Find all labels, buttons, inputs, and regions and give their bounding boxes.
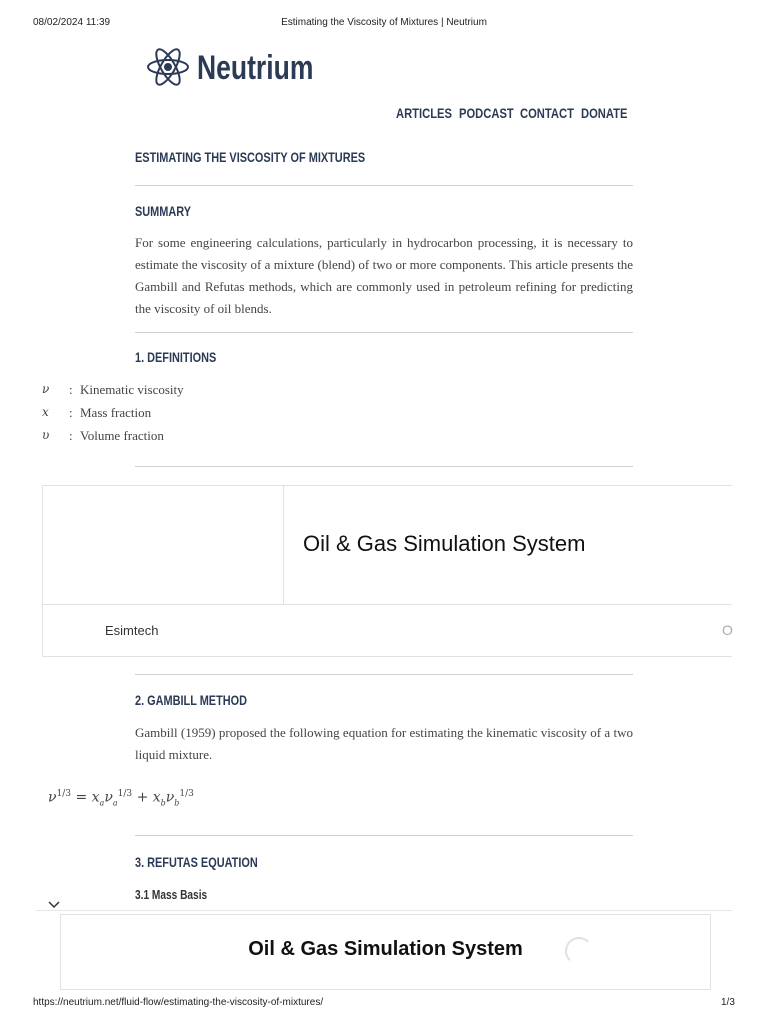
sticky-ad-arrow-icon[interactable]: [565, 937, 593, 965]
divider: [135, 466, 633, 467]
print-page-number: 1/3: [721, 997, 735, 1008]
ad-title[interactable]: Oil & Gas Simulation System: [303, 531, 586, 556]
divider: [135, 332, 633, 333]
nav-podcast[interactable]: PODCAST: [459, 105, 514, 121]
sticky-ad[interactable]: [60, 914, 711, 990]
ad-block[interactable]: [42, 485, 732, 657]
ad-divider: [43, 604, 732, 605]
gambill-text: Gambill (1959) proposed the following equation for estimating the kinematic viscosity of a two liquid mixture.: [135, 725, 633, 762]
ad-cta-button[interactable]: O: [722, 622, 733, 638]
collapse-chevron-icon[interactable]: [46, 897, 62, 911]
print-url: https://neutrium.net/fluid-flow/estimating-the-viscosity-of-mixtures/: [33, 997, 324, 1008]
divider: [135, 835, 633, 836]
gambill-equation: $\nu^{1/3} = x_a\nu_a^{1/3} + x_b\nu_b^{1/3}$: [48, 789, 194, 808]
definition-symbol: ν: [42, 382, 50, 396]
definition-colon: :: [69, 382, 73, 397]
refutas-subheading: 3.1 Mass Basis: [135, 887, 208, 902]
sticky-ad-title[interactable]: Oil & Gas Simulation System: [248, 938, 523, 960]
refutas-heading: 3. REFUTAS EQUATION: [135, 854, 258, 870]
definition-symbol: x: [42, 405, 49, 419]
definition-text: Mass fraction: [80, 405, 152, 420]
gambill-heading: 2. GAMBILL METHOD: [135, 692, 248, 708]
nav-articles[interactable]: ARTICLES: [396, 105, 452, 121]
divider: [135, 185, 633, 186]
nav-contact[interactable]: CONTACT: [520, 105, 574, 121]
ad-image-placeholder[interactable]: [43, 486, 284, 604]
site-logo-text[interactable]: Neutrium: [197, 49, 314, 87]
print-datetime: 08/02/2024 11:39: [33, 17, 111, 28]
summary-text: For some engineering calculations, particularly in hydrocarbon processing, it is necessary to estimate the viscosity of a mixture (blend) of two or more components. This article presents the Gambill and Refutas methods, which are commonly used in petroleum refining for predicting the viscosity of oil blends.: [135, 235, 633, 316]
divider: [135, 674, 633, 675]
print-title: Estimating the Viscosity of Mixtures | Neutrium: [281, 17, 487, 28]
page-title: ESTIMATING THE VISCOSITY OF MIXTURES: [135, 149, 366, 165]
sticky-ad-top-border: [36, 910, 732, 911]
ad-advertiser[interactable]: Esimtech: [105, 623, 159, 638]
definition-colon: :: [69, 405, 73, 420]
definition-text: Volume fraction: [80, 428, 164, 443]
atom-logo-icon[interactable]: [146, 44, 191, 90]
summary-heading: SUMMARY: [135, 203, 192, 219]
definition-text: Kinematic viscosity: [80, 382, 184, 397]
definition-colon: :: [69, 428, 73, 443]
definitions-heading: 1. DEFINITIONS: [135, 349, 217, 365]
definition-symbol: υ: [42, 428, 50, 442]
nav-donate[interactable]: DONATE: [581, 105, 628, 121]
